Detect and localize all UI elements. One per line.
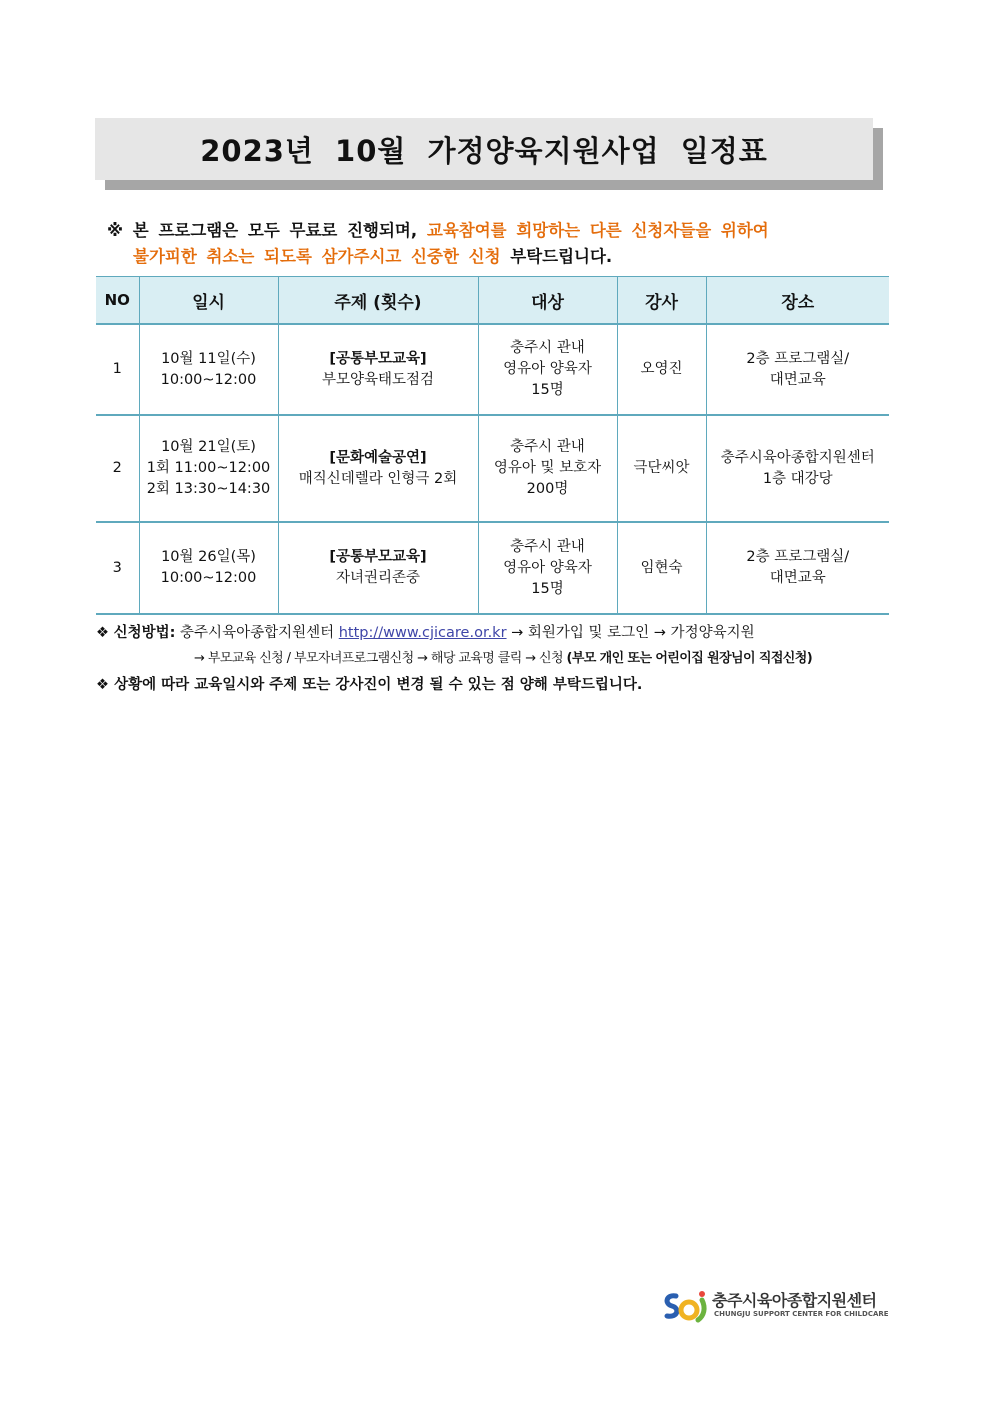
datetime-time: 10:00~12:00	[160, 570, 257, 586]
cell-lecturer: 임현숙	[617, 522, 706, 614]
bullet-icon: ❖	[96, 677, 109, 693]
place-line-2: 대면교육	[769, 570, 826, 586]
cell-datetime	[139, 522, 278, 614]
cell-topic	[278, 522, 478, 614]
table-header-row	[96, 277, 889, 325]
title-banner	[95, 118, 873, 180]
table-row	[96, 522, 889, 614]
apply-method-label: 신청방법:	[113, 625, 176, 641]
cell-place	[706, 324, 889, 415]
datetime-date: 10월 21일(토)	[161, 439, 256, 455]
cell-target	[478, 415, 617, 522]
target-group: 영유아 양육자	[503, 559, 592, 576]
bullet-icon: ❖	[96, 625, 109, 641]
target-group: 영유아 양육자	[503, 361, 592, 377]
place-line-1: 2층 프로그램실/	[746, 350, 850, 367]
table-row	[96, 324, 889, 415]
notice-highlight-1: 교육참여를 희망하는 다른 신청자들을 위하여	[426, 221, 769, 240]
target-area: 충주시 관내	[510, 340, 585, 356]
page-title: 2023년 10월 가정양육지원사업 일정표	[95, 118, 873, 180]
datetime-date: 10월 26일(목)	[161, 549, 256, 565]
center-logo-name: 충주시육아종합지원센터	[712, 1291, 877, 1310]
target-area: 충주시 관내	[510, 439, 585, 455]
schedule-table	[96, 276, 889, 615]
target-count: 15명	[531, 382, 564, 398]
header-target: 대상	[478, 277, 617, 325]
cell-topic	[278, 415, 478, 522]
cell-topic	[278, 324, 478, 415]
notice-mark: ※	[107, 221, 124, 240]
place-line-2: 대면교육	[769, 371, 826, 388]
topic-title: 부모양육태도점검	[321, 371, 435, 388]
topic-title: 매직신데렐라 인형극 2회	[298, 470, 458, 487]
cell-lecturer: 오영진	[617, 324, 706, 415]
target-count: 15명	[531, 580, 564, 597]
place-line-1: 2층 프로그램실/	[746, 549, 850, 565]
cell-datetime	[139, 324, 278, 415]
place-line-2: 1층 대강당	[762, 470, 833, 487]
notice-text-1: 본 프로그램은 모두 무료로 진행되며,	[132, 221, 418, 240]
topic-title: 자녀권리존중	[335, 570, 421, 586]
notice-line-1	[107, 218, 887, 244]
website-link[interactable]: http://www.cjicare.or.kr	[338, 625, 507, 641]
center-logo-english: CHUNGJU SUPPORT CENTER FOR CHILDCARE	[714, 1310, 889, 1318]
cell-no: 3	[96, 522, 139, 614]
change-notice-text: 상황에 따라 교육일시와 주제 또는 강사진이 변경 될 수 있는 점 양해 부탁드립니다.	[114, 677, 643, 693]
datetime-date: 10월 11일(수)	[161, 350, 256, 367]
target-count: 200명	[526, 481, 569, 497]
notes-section	[96, 620, 896, 698]
apply-who-note: (부모 개인 또는 어린이집 원장님이 직접신청)	[566, 651, 813, 666]
header-topic: 주제 (횟수)	[278, 277, 478, 325]
cell-lecturer: 극단씨앗	[617, 415, 706, 522]
datetime-time: 10:00~12:00	[160, 371, 257, 388]
header-datetime: 일시	[139, 277, 278, 325]
target-group: 영유아 및 보호자	[493, 460, 602, 476]
table-row	[96, 415, 889, 522]
cell-datetime	[139, 415, 278, 522]
topic-category: [문화예술공연]	[329, 449, 427, 466]
cell-place	[706, 415, 889, 522]
datetime-session-1: 1회 11:00~12:00	[146, 460, 271, 476]
target-area: 충주시 관내	[510, 538, 585, 555]
cell-no: 2	[96, 415, 139, 522]
header-no: NO	[96, 277, 139, 325]
notice-text-2: 부탁드립니다.	[510, 247, 613, 266]
free-program-notice	[107, 218, 887, 270]
topic-category: [공통부모교육]	[329, 350, 427, 367]
apply-method-line-2	[96, 646, 896, 672]
apply-center-name: 충주시육아종합지원센터	[180, 625, 335, 641]
datetime-session-2: 2회 13:30~14:30	[146, 481, 271, 497]
apply-method-line	[96, 620, 896, 646]
apply-steps-1: → 회원가입 및 로그인 → 가정양육지원	[511, 625, 755, 641]
cell-place	[706, 522, 889, 614]
notice-highlight-2: 불가피한 취소는 되도록 삼가주시고 신중한 신청	[133, 247, 501, 266]
notice-line-2	[107, 244, 887, 270]
cell-no: 1	[96, 324, 139, 415]
cell-target	[478, 324, 617, 415]
change-notice-line	[96, 672, 896, 698]
center-logo-icon	[662, 1288, 710, 1324]
topic-category: [공통부모교육]	[329, 549, 427, 565]
apply-steps-2: → 부모교육 신청 / 부모자녀프로그램신청 → 해당 교육명 클릭 → 신청	[194, 651, 563, 666]
place-line-1: 충주시육아종합지원센터	[720, 449, 875, 466]
header-place: 장소	[706, 277, 889, 325]
cell-target	[478, 522, 617, 614]
center-logo	[662, 1286, 897, 1326]
header-lecturer: 강사	[617, 277, 706, 325]
